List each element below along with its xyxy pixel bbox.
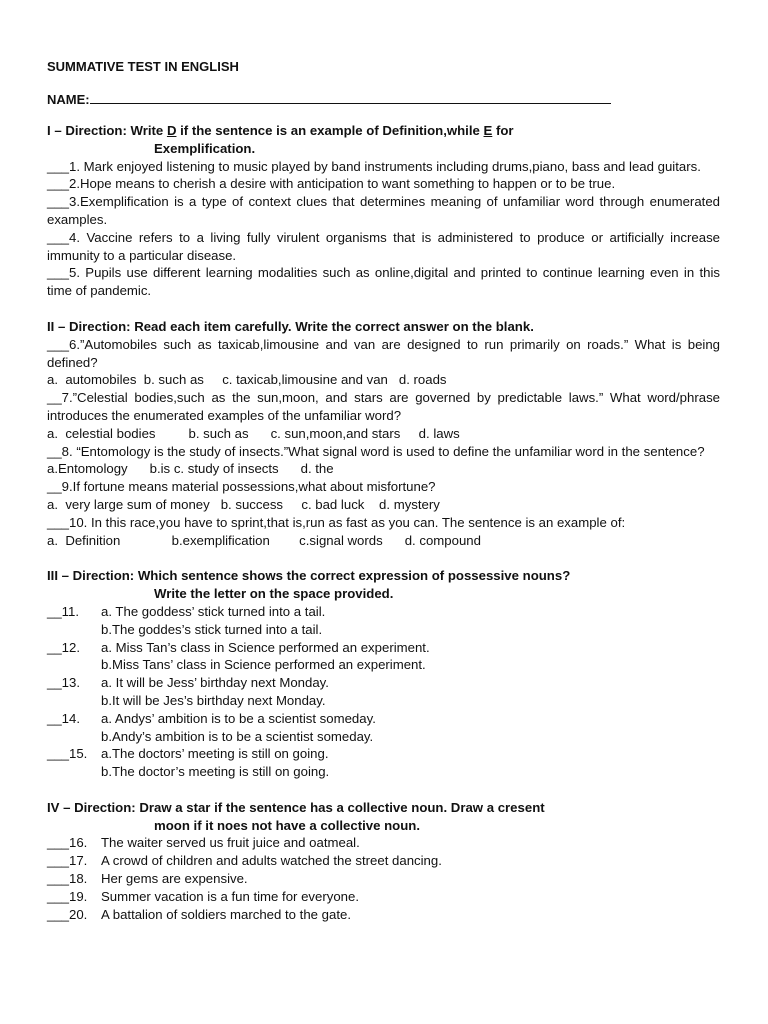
part3-direction: III – Direction: Which sentence shows the correct expression of possessive nouns? <box>47 568 571 584</box>
letter-e: E <box>483 123 493 138</box>
option-a: a. The goddess’ stick turned into a tail. <box>101 603 326 619</box>
test-content <box>47 122 720 923</box>
sentence: A battalion of soldiers marched to the gate. <box>101 906 351 922</box>
choice-c: c.signal words <box>299 532 405 548</box>
sentence: The waiter served us fruit juice and oatmeal. <box>101 835 360 851</box>
part1-item-1: ___1. Mark enjoyed listening to music played by band instruments including drums,piano, bass and lead guitars. <box>47 158 701 174</box>
answer-blank: __14. <box>47 710 81 726</box>
part4-item-16 <box>47 834 720 852</box>
choice-c: c. study of insects <box>173 461 301 477</box>
choice-d: d. roads <box>398 372 447 388</box>
option-b: b.It will be Jes’s birthday next Monday. <box>101 692 326 708</box>
part1-item-5: ___5. Pupils use different learning modalities such as online,digital and printed to continue learning even in this time of pandemic. <box>47 265 720 299</box>
sentence: Her gems are expensive. <box>101 871 248 887</box>
part4-item-20 <box>47 906 720 924</box>
answer-blank: ___19. <box>47 888 88 904</box>
answer-blank: __11. <box>47 603 80 619</box>
part1-direction-line2: Exemplification. <box>154 140 256 156</box>
part2-question-6: ___6.”Automobiles such as taxicab,limousine and van are designed to run primarily on roads.” What is being defined? <box>47 336 720 370</box>
option-a: a. It will be Jess’ birthday next Monday. <box>101 675 329 691</box>
letter-d: D <box>166 123 177 138</box>
sentence: A crowd of children and adults watched the street dancing. <box>101 853 442 869</box>
part2-question-7: __7.”Celestial bodies,such as the sun,moon, and stars are governed by predictable laws.” What word/phrase introduces the enumerated examples of the unfamiliar word? <box>47 390 720 423</box>
part3-item-13 <box>47 674 720 710</box>
choice-c: c. taxicab,limousine and van <box>222 372 399 388</box>
part3-item-12 <box>47 639 720 675</box>
choice-d: d. mystery <box>379 496 440 512</box>
part3-item-11 <box>47 603 720 639</box>
part4-direction: IV – Direction: Draw a star if the sentence has a collective noun. Draw a cresent <box>47 799 545 815</box>
choice-d: d. laws <box>418 425 460 441</box>
choice-a: a. Definition <box>47 532 172 548</box>
part2-question-10: ___10. In this race,you have to sprint,that is,run as fast as you can. The sentence is an example of: <box>47 514 626 530</box>
answer-blank: __13. <box>47 675 81 691</box>
part2-question-8: __8. “Entomology is the study of insects.”What signal word is used to define the unfamiliar word in the sentence? <box>47 443 705 459</box>
part3-item-15 <box>47 745 720 781</box>
part1-item-3: ___3.Exemplification is a type of context clues that determines meaning of unfamiliar word through enumerated examples. <box>47 194 720 227</box>
part2-direction: II – Direction: Read each item carefully. Write the correct answer on the blank. <box>47 318 534 334</box>
part3-direction-line2: Write the letter on the space provided. <box>154 586 394 602</box>
answer-blank: ___16. <box>47 835 88 851</box>
choice-b: b.exemplification <box>171 532 300 548</box>
part4-item-18 <box>47 870 720 888</box>
choice-d: d. compound <box>404 532 481 548</box>
part4-item-19 <box>47 888 720 906</box>
answer-blank: ___17. <box>47 853 88 869</box>
part2-choices-7 <box>47 425 720 443</box>
choice-b: b. such as <box>143 372 223 388</box>
option-b: b.The doctor’s meeting is still on going. <box>101 764 330 780</box>
option-a: a. Andys’ ambition is to be a scientist someday. <box>101 710 376 726</box>
part1-direction: I – Direction: Write D if the sentence is an example of Definition,while E for <box>47 123 514 138</box>
part3-item-14 <box>47 710 720 746</box>
answer-blank: ___20. <box>47 906 88 922</box>
part4-item-17 <box>47 852 720 870</box>
option-a: a. Miss Tan’s class in Science performed an experiment. <box>101 639 430 655</box>
choice-b: b.is <box>149 461 174 477</box>
choice-a: a. automobiles <box>47 372 144 388</box>
part1-item-4: ___4. Vaccine refers to a living fully virulent organisms that is administered to produce or artificially increase immunity to a particular disease. <box>47 229 720 263</box>
part2-choices-8 <box>47 460 720 478</box>
sentence: Summer vacation is a fun time for everyone. <box>101 888 359 904</box>
name-field <box>47 91 611 107</box>
choice-c: c. sun,moon,and stars <box>270 425 419 441</box>
option-b: b.Miss Tans’ class in Science performed an experiment. <box>101 657 426 673</box>
option-b: b.Andy’s ambition is to be a scientist someday. <box>101 728 374 744</box>
part2-choices-10 <box>47 532 720 550</box>
choice-a: a.Entomology <box>47 461 150 477</box>
part4-direction-line2: moon if it noes not have a collective noun. <box>154 817 420 833</box>
part1-item-2: ___2.Hope means to cherish a desire with anticipation to want something to happen or to be true. <box>47 176 616 192</box>
part2-question-9: __9.If fortune means material possessions,what about misfortune? <box>47 479 436 495</box>
option-a: a.The doctors’ meeting is still on going. <box>101 746 329 762</box>
option-b: b.The goddes’s stick turned into a tail. <box>101 621 323 637</box>
choice-a: a. celestial bodies <box>47 425 189 441</box>
choice-b: b. such as <box>188 425 271 441</box>
choice-c: c. bad luck <box>301 496 380 512</box>
answer-blank: ___18. <box>47 871 88 887</box>
answer-blank: ___15. <box>47 746 88 762</box>
page-title: SUMMATIVE TEST IN ENGLISH <box>47 59 239 74</box>
part2-choices-9 <box>47 496 720 514</box>
name-label: NAME: <box>47 92 90 107</box>
choice-d: d. the <box>300 461 334 477</box>
choice-a: a. very large sum of money <box>47 496 221 512</box>
name-blank-line <box>90 91 611 104</box>
part2-choices-6 <box>47 371 720 389</box>
choice-b: b. success <box>220 496 302 512</box>
answer-blank: __12. <box>47 639 81 655</box>
